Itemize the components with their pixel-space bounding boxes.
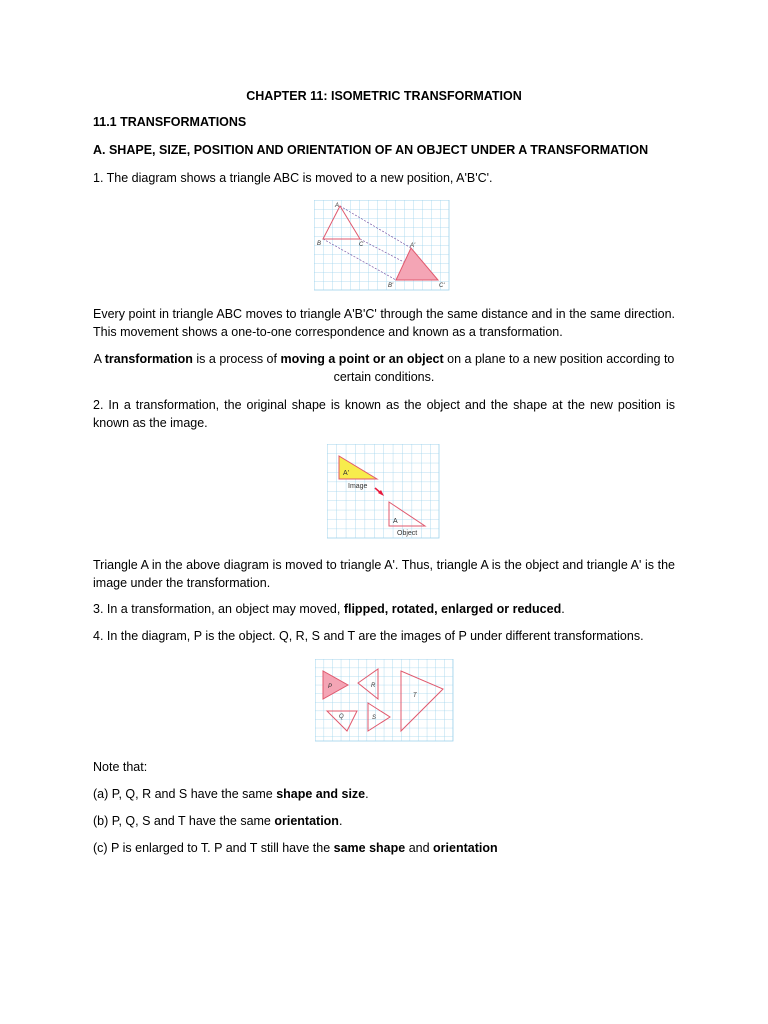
label-A-prime: A' [410, 243, 416, 249]
figure-translation-abc [314, 200, 450, 292]
definition-paragraph: A transformation is a process of moving a point or an object on a plane to a new position according to certain conditions. [93, 352, 675, 384]
note-title: Note that: [93, 760, 148, 774]
label-Q: Q [339, 714, 344, 720]
label-B-prime: B' [388, 283, 394, 289]
note-c: (c) P is enlarged to T. P and T still have the same shape and orientation [93, 841, 498, 855]
label-C: C [359, 242, 364, 248]
figure-transformations-pqrst [315, 659, 455, 743]
label-T: T [413, 693, 417, 699]
figure-object-image [327, 444, 441, 540]
label-C-prime: C' [439, 283, 445, 289]
image-caption: Image [348, 483, 368, 490]
section-heading: 11.1 TRANSFORMATIONS [93, 115, 247, 129]
note-a: (a) P, Q, R and S have the same shape and size. [93, 787, 369, 801]
chapter-title: CHAPTER 11: ISOMETRIC TRANSFORMATION [246, 89, 522, 103]
label-S: S [372, 715, 377, 721]
paragraph-1: Every point in triangle ABC moves to triangle A'B'C' through the same distance and in the same direction. This movement shows a one-to-one correspondence and known as a transformation. [93, 307, 675, 339]
label-B: B [317, 241, 322, 247]
item-1-text: 1. The diagram shows a triangle ABC is moved to a new position, A'B'C'. [93, 171, 493, 185]
label-A: A [335, 203, 340, 209]
object-caption: Object [397, 530, 418, 537]
image-triangle-label: A' [343, 470, 350, 477]
note-b: (b) P, Q, S and T have the same orientation. [93, 814, 343, 828]
label-R: R [371, 683, 376, 689]
item-4-text: 4. In the diagram, P is the object. Q, R, S and T are the images of P under different transformations. [93, 629, 644, 643]
item-2-text: 2. In a transformation, the original shape is known as the object and the shape at the new position is known as the image. [93, 398, 675, 430]
subsection-heading: A. SHAPE, SIZE, POSITION AND ORIENTATION OF AN OBJECT UNDER A TRANSFORMATION [93, 143, 649, 157]
paragraph-2: Triangle A in the above diagram is moved to triangle A'. Thus, triangle A is the object and triangle A' is the image under the transformation. [93, 558, 675, 590]
label-P: P [328, 684, 333, 690]
object-triangle-label: A [393, 518, 398, 525]
item-3-text: 3. In a transformation, an object may moved, flipped, rotated, enlarged or reduced. [93, 602, 565, 616]
